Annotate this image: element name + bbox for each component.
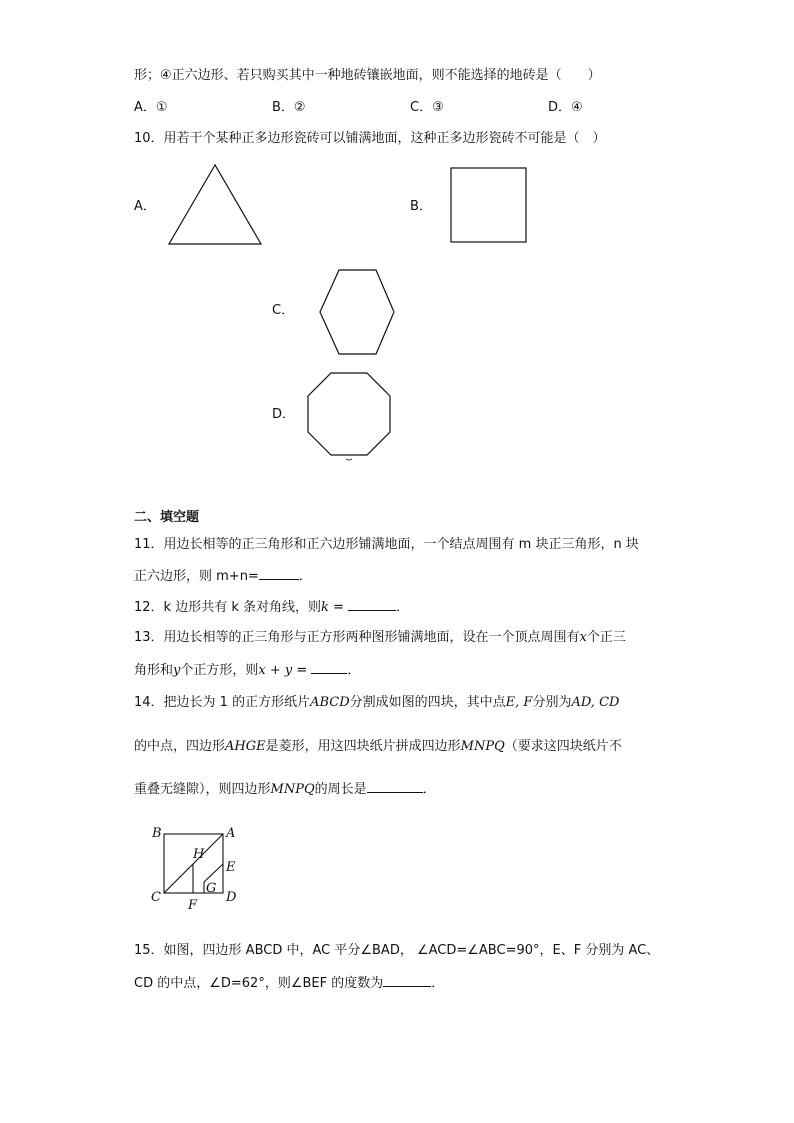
fig-label-f: F bbox=[188, 898, 198, 913]
q9-option-a: A．① bbox=[134, 100, 168, 115]
q11-line2: 正六边形，则 m+n= ． bbox=[134, 565, 312, 587]
q15-line2: CD 的中点，∠D=62°，则∠BEF 的度数为 ． bbox=[134, 972, 444, 994]
q10-option-a-label: A． bbox=[134, 199, 156, 214]
q9-option-d: D．④ bbox=[548, 100, 583, 115]
q13-line1: 13．用边长相等的正三角形与正方形两种图形铺满地面，设在一个顶点周围有x个正三 bbox=[134, 630, 626, 645]
q11-line1: 11．用边长相等的正三角形和正六边形铺满地面，一个结点周围有 m 块正三角形，n 块 bbox=[134, 537, 639, 552]
fig-label-d: D bbox=[226, 890, 237, 905]
q14-line2: 的中点，四边形AHGE是菱形，用这四块纸片拼成四边形MNPQ（要求这四块纸片不 bbox=[134, 739, 622, 754]
fig-label-e: E bbox=[226, 860, 236, 875]
q10-option-b-label: B． bbox=[410, 199, 432, 214]
q12-line: 12．k 边形共有 k 条对角线，则k = ． bbox=[134, 596, 409, 618]
section-heading: 二、填空题 bbox=[134, 510, 200, 525]
fig-label-b: B bbox=[152, 826, 162, 841]
q10-option-c-label: C． bbox=[272, 303, 295, 318]
q13-line2: 角形和y个正方形，则x + y = ． bbox=[134, 659, 360, 681]
q9-option-c: C．③ bbox=[410, 100, 444, 115]
q14-line3: 重叠无缝隙），则四边形MNPQ的周长是 ． bbox=[134, 778, 436, 800]
fig-label-c: C bbox=[151, 890, 161, 905]
q15-answer-blank[interactable] bbox=[383, 972, 431, 987]
fig-label-h: H bbox=[193, 847, 205, 862]
q10-stem: 10．用若干个某种正多边形瓷砖可以铺满地面，这种正多边形瓷砖不可能是（ ） bbox=[134, 131, 606, 146]
q15-line1: 15．如图，四边形 ABCD 中，AC 平分∠BAD， ∠ACD=∠ABC=90°，E、F 分别为 AC、 bbox=[134, 943, 660, 958]
q14-line1: 14．把边长为 1 的正方形纸片ABCD分割成如图的四块，其中点E, F分别为AD, CD bbox=[134, 695, 620, 710]
q9-stem-line: 形；④正六边形、若只购买其中一种地砖镶嵌地面，则不能选择的地砖是（ ） bbox=[134, 68, 601, 83]
q10-option-d-label: D． bbox=[272, 407, 296, 422]
fig-label-a: A bbox=[226, 826, 236, 841]
q9-option-b: B．② bbox=[272, 100, 306, 115]
fig-label-g: G bbox=[206, 881, 217, 896]
